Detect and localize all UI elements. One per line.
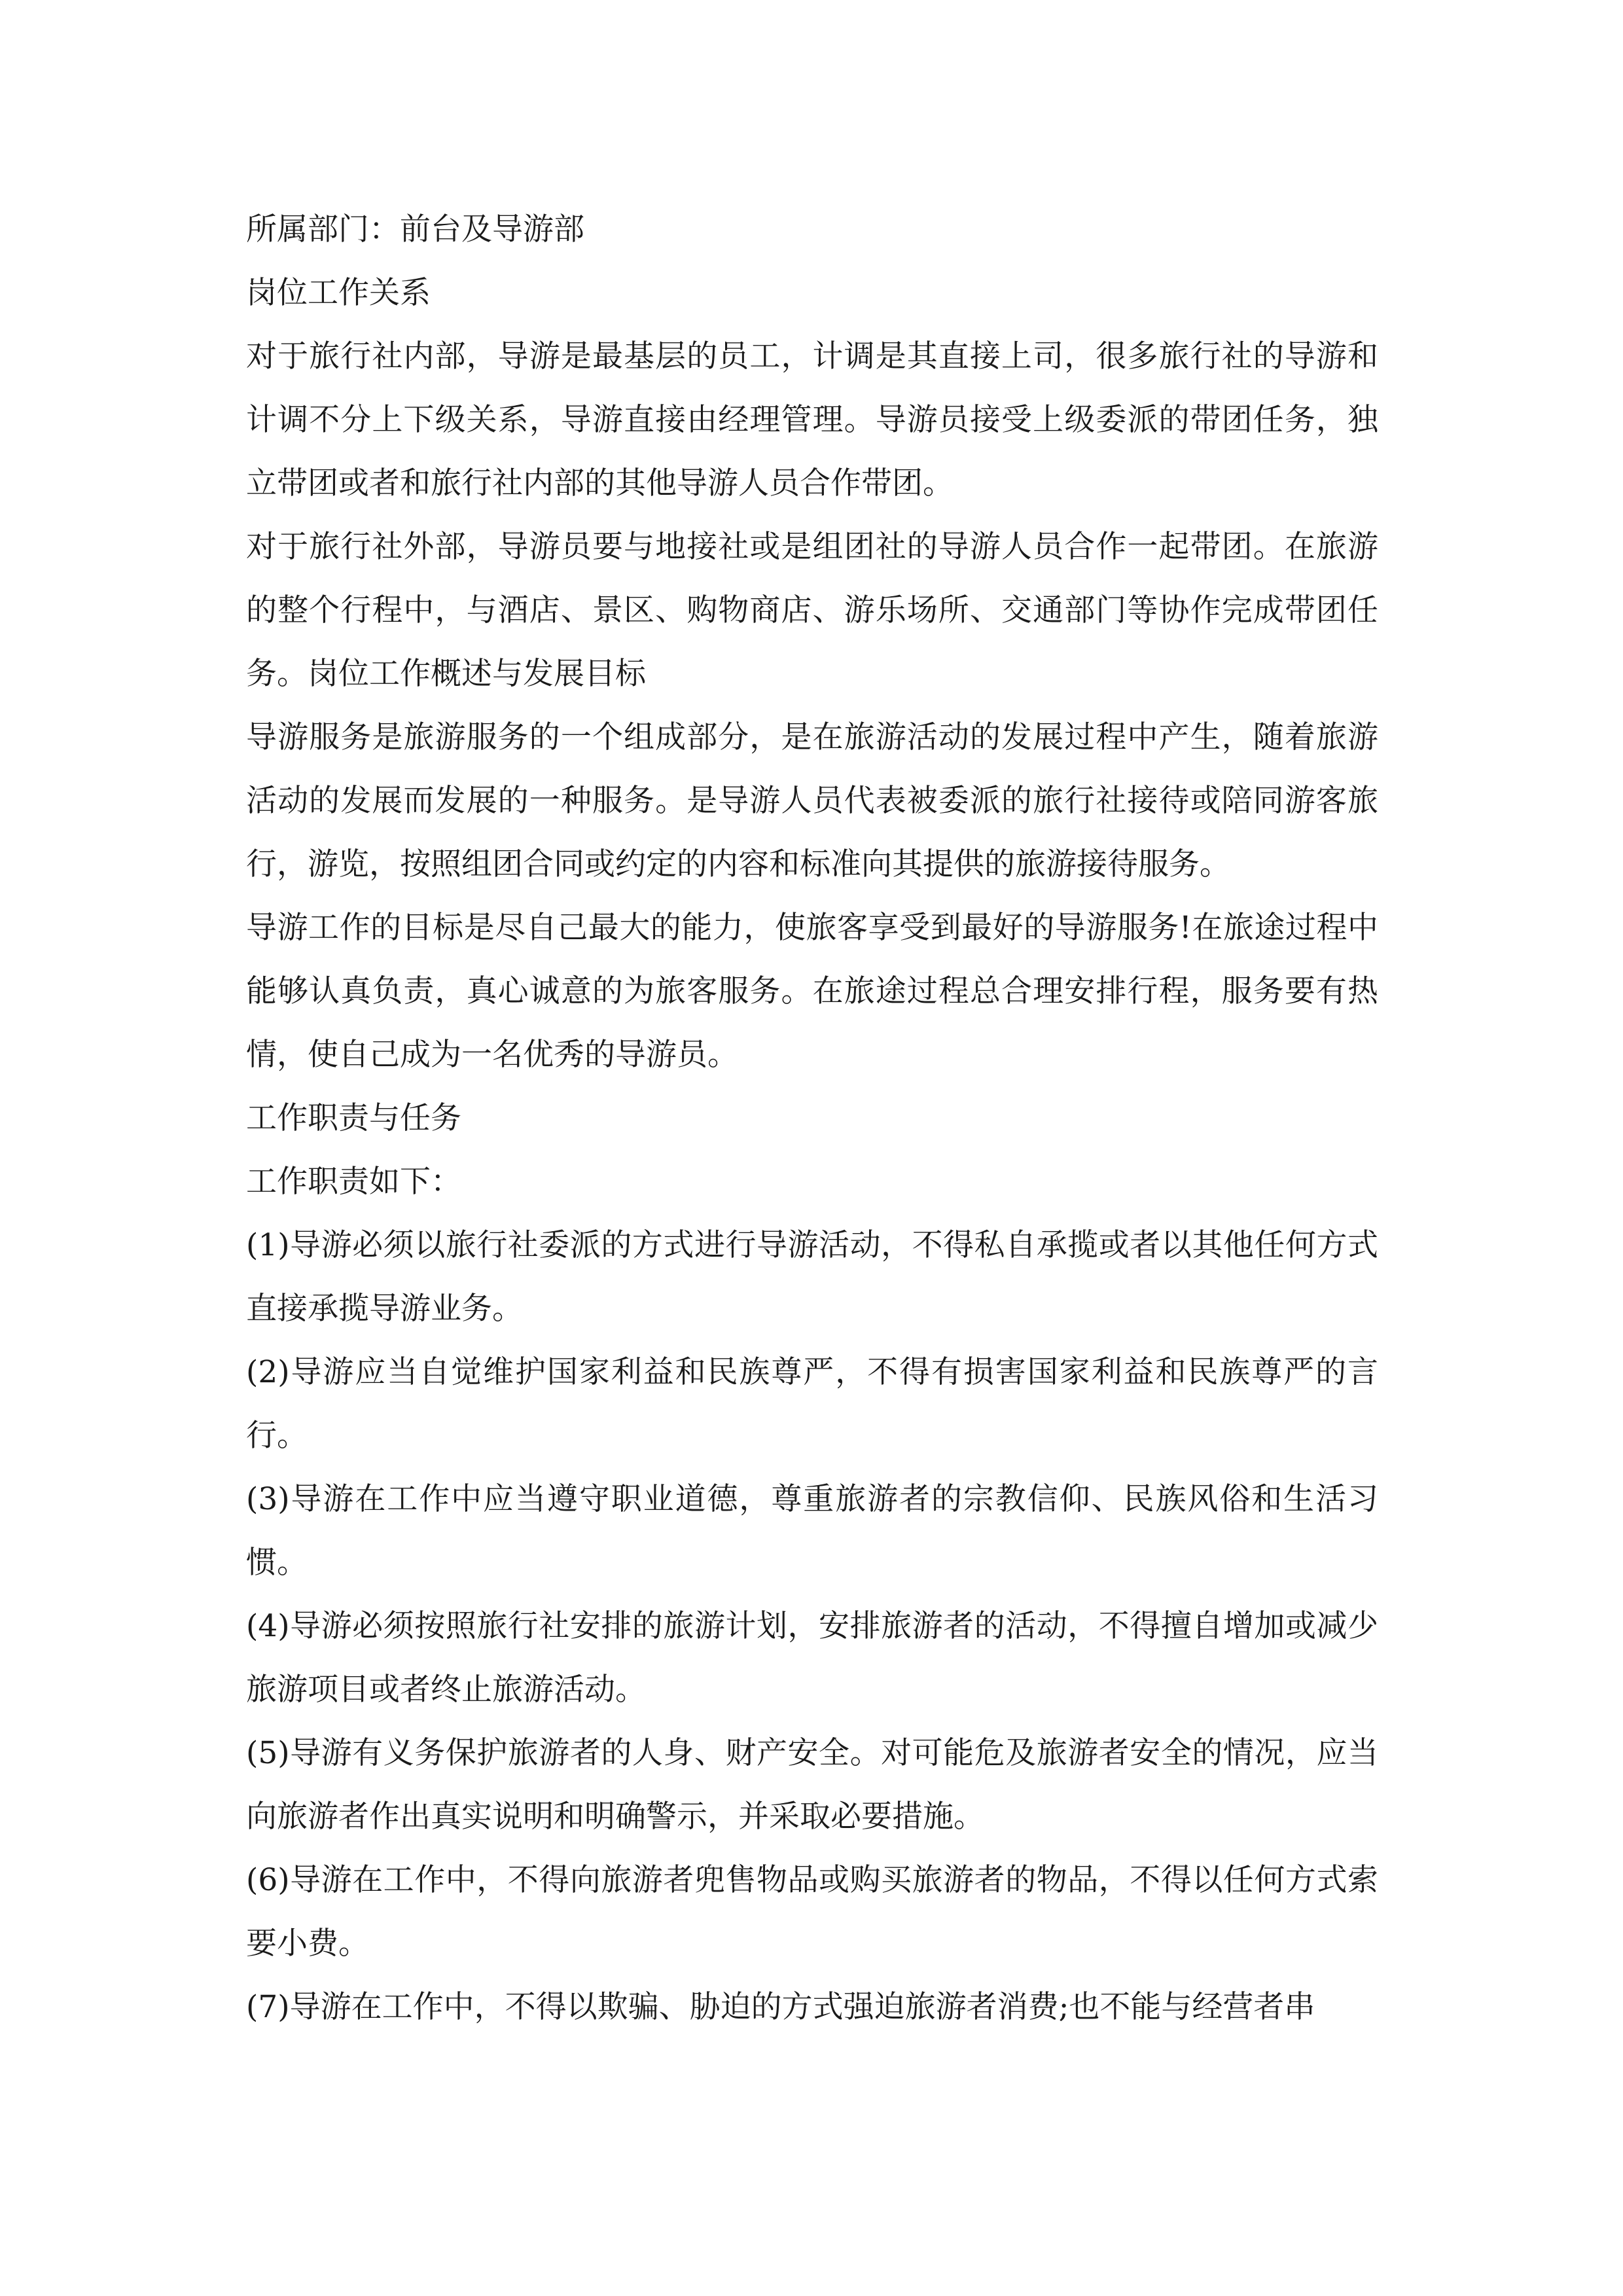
section-heading-duties: 工作职责与任务	[246, 1100, 461, 1136]
duty-item-1: (1)导游必须以旅行社委派的方式进行导游活动，不得私自承揽或者以其他任何方式直接承揽导游业务。	[246, 1227, 1378, 1327]
duty-item-5: (5)导游有义务保护旅游者的人身、财产安全。对可能危及旅游者安全的情况，应当向旅游者作出真实说明和明确警示，并采取必要措施。	[246, 1735, 1378, 1835]
duty-item-6: (6)导游在工作中，不得向旅游者兜售物品或购买旅游者的物品，不得以任何方式索要小费。	[246, 1862, 1378, 1962]
document-body	[246, 198, 1378, 2039]
duty-item-2: (2)导游应当自觉维护国家利益和民族尊严，不得有损害国家利益和民族尊严的言行。	[246, 1354, 1378, 1454]
department-line: 所属部门：前台及导游部	[246, 211, 584, 247]
paragraph-external-relations: 对于旅行社外部，导游员要与地接社或是组团社的导游人员合作一起带团。在旅游的整个行程中，与酒店、景区、购物商店、游乐场所、交通部门等协作完成带团任务。岗位工作概述与发展目标	[246, 529, 1378, 692]
duty-item-7: (7)导游在工作中，不得以欺骗、胁迫的方式强迫旅游者消费;也不能与经营者串	[246, 1989, 1315, 2025]
duties-intro: 工作职责如下：	[246, 1164, 461, 1200]
paragraph-internal-relations: 对于旅行社内部，导游是最基层的员工，计调是其直接上司，很多旅行社的导游和计调不分上下级关系，导游直接由经理管理。导游员接受上级委派的带团任务，独立带团或者和旅行社内部的其他导游人员合作带团。	[246, 338, 1378, 501]
section-heading-relations: 岗位工作关系	[246, 275, 431, 311]
duty-item-3: (3)导游在工作中应当遵守职业道德，尊重旅游者的宗教信仰、民族风俗和生活习惯。	[246, 1481, 1378, 1581]
duty-item-4: (4)导游必须按照旅行社安排的旅游计划，安排旅游者的活动，不得擅自增加或减少旅游项目或者终止旅游活动。	[246, 1608, 1378, 1708]
paragraph-service-overview: 导游服务是旅游服务的一个组成部分，是在旅游活动的发展过程中产生，随着旅游活动的发展而发展的一种服务。是导游人员代表被委派的旅行社接待或陪同游客旅行，游览，按照组团合同或约定的内容和标准向其提供的旅游接待服务。	[246, 719, 1378, 882]
paragraph-work-goal: 导游工作的目标是尽自己最大的能力，使旅客享受到最好的导游服务!在旅途过程中能够认真负责，真心诚意的为旅客服务。在旅途过程总合理安排行程，服务要有热情，使自己成为一名优秀的导游员。	[246, 910, 1378, 1073]
